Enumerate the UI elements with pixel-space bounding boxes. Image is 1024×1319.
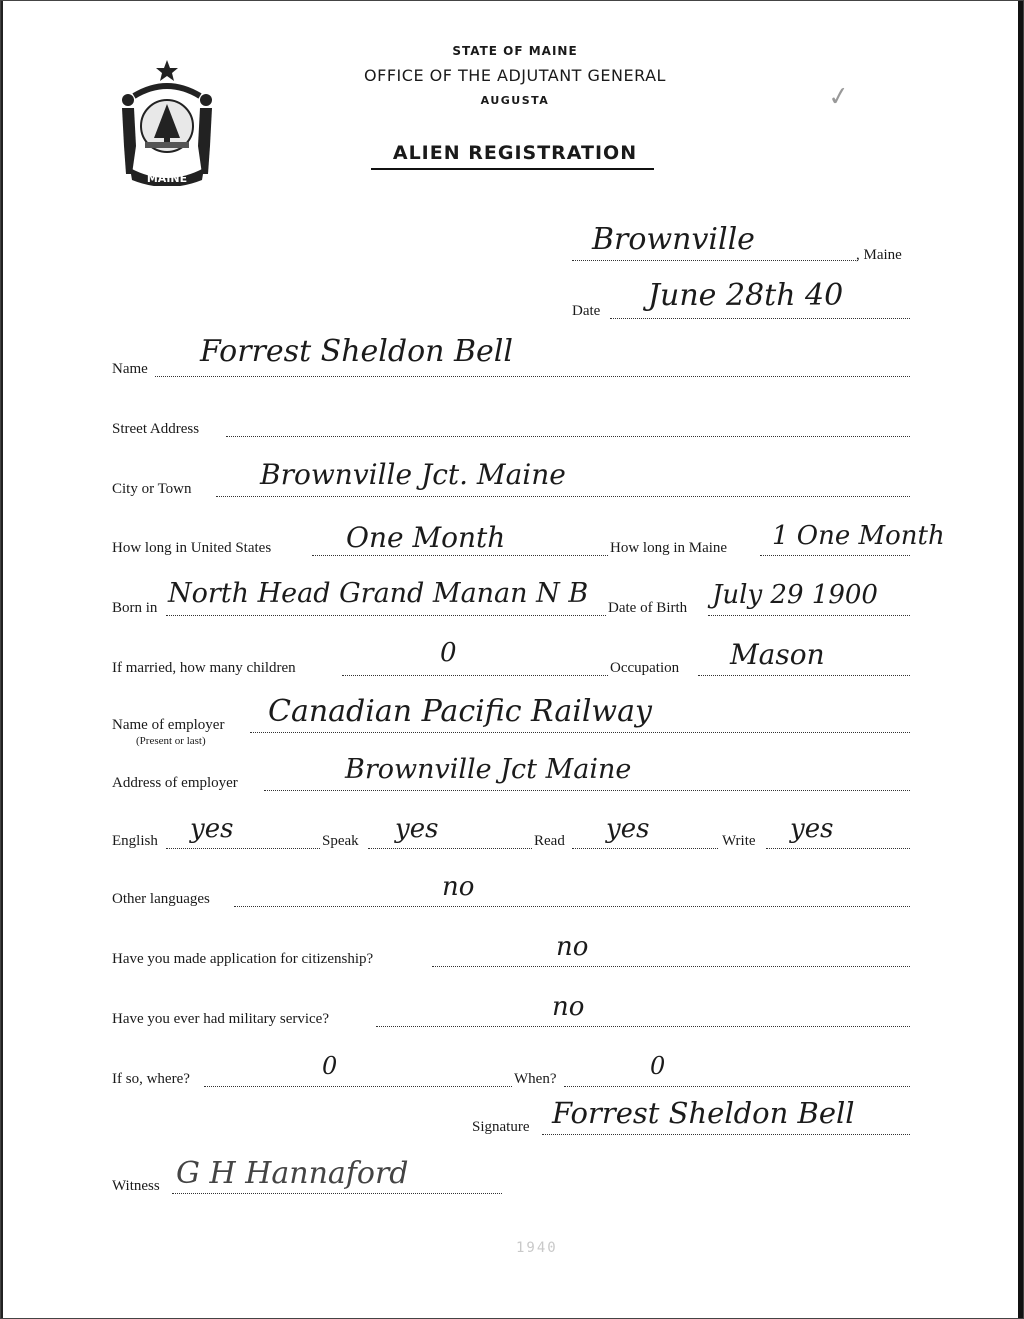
citizenship-field[interactable]: no	[556, 932, 589, 962]
us-duration-dotted-line	[312, 555, 608, 556]
employer-dotted-line	[250, 732, 910, 733]
town-field[interactable]: Brownville	[592, 222, 755, 257]
date-field[interactable]: June 28th 40	[648, 278, 844, 313]
city-field[interactable]: Brownville Jct. Maine	[260, 458, 566, 491]
citizenship-label: Have you made application for citizenship?	[112, 951, 374, 967]
maine-state-seal-icon	[112, 56, 222, 186]
maine-duration-field[interactable]: 1 One Month	[772, 521, 945, 551]
maine-duration-dotted-line	[760, 555, 910, 556]
check-mark-icon: ✓	[826, 80, 852, 114]
signature-dotted-line	[542, 1134, 910, 1135]
read-dotted-line	[572, 848, 718, 849]
children-dotted-line	[342, 675, 608, 676]
service-when-dotted-line	[564, 1086, 910, 1087]
name-field[interactable]: Forrest Sheldon Bell	[200, 334, 513, 369]
date-label: Date	[572, 303, 601, 319]
birth-date-field[interactable]: July 29 1900	[712, 580, 878, 610]
children-label: If married, how many children	[112, 660, 296, 676]
city-heading: AUGUSTA	[480, 94, 550, 107]
witness-dotted-line	[172, 1193, 502, 1194]
read-label: Read	[534, 833, 565, 849]
occupation-dotted-line	[698, 675, 910, 676]
other-languages-field[interactable]: no	[442, 872, 475, 902]
signature-label: Signature	[472, 1119, 530, 1135]
military-label: Have you ever had military service?	[112, 1011, 329, 1027]
service-where-label: If so, where?	[112, 1071, 190, 1087]
scan-edge-right	[1018, 0, 1024, 1319]
occupation-label: Occupation	[610, 660, 680, 676]
town-dotted-line	[572, 260, 858, 261]
birthplace-label: Born in	[112, 600, 158, 616]
scan-edge-left	[0, 0, 3, 1319]
military-dotted-line	[376, 1026, 910, 1027]
citizenship-dotted-line	[432, 966, 910, 967]
us-duration-label: How long in United States	[112, 540, 272, 556]
date-dotted-line	[610, 318, 910, 319]
town-state-label: , Maine	[856, 247, 902, 263]
witness-label: Witness	[112, 1178, 160, 1194]
write-label: Write	[722, 833, 756, 849]
write-dotted-line	[766, 848, 910, 849]
title-underline	[371, 168, 654, 170]
employer-sublabel: (Present or last)	[136, 735, 206, 747]
birthplace-dotted-line	[166, 615, 606, 616]
form-title: ALIEN REGISTRATION	[392, 142, 638, 164]
speak-label: Speak	[322, 833, 359, 849]
occupation-field[interactable]: Mason	[730, 638, 825, 671]
state-heading: STATE OF MAINE	[452, 44, 578, 58]
city-dotted-line	[216, 496, 910, 497]
employer-address-field[interactable]: Brownville Jct Maine	[345, 754, 632, 785]
seal-banner-text: MAINE	[146, 172, 188, 185]
read-field[interactable]: yes	[606, 814, 650, 844]
maine-duration-label: How long in Maine	[610, 540, 728, 556]
military-field[interactable]: no	[552, 992, 585, 1022]
name-label: Name	[112, 361, 148, 377]
service-when-field[interactable]: 0	[650, 1052, 666, 1080]
english-field[interactable]: yes	[190, 814, 234, 844]
other-languages-dotted-line	[234, 906, 910, 907]
employer-label: Name of employer	[112, 717, 225, 733]
street-address-label: Street Address	[112, 421, 200, 437]
birthplace-field[interactable]: North Head Grand Manan N B	[168, 578, 589, 609]
employer-address-label: Address of employer	[112, 775, 238, 791]
service-when-label: When?	[514, 1071, 557, 1087]
birth-date-label: Date of Birth	[608, 600, 688, 616]
english-label: English	[112, 833, 158, 849]
speak-field[interactable]: yes	[395, 814, 439, 844]
us-duration-field[interactable]: One Month	[346, 521, 506, 554]
english-dotted-line	[166, 848, 320, 849]
faded-stamp: 1940	[516, 1240, 558, 1256]
street-address-dotted-line	[226, 436, 910, 437]
children-field[interactable]: 0	[440, 638, 457, 668]
office-heading: OFFICE OF THE ADJUTANT GENERAL	[364, 66, 666, 85]
write-field[interactable]: yes	[790, 814, 834, 844]
other-languages-label: Other languages	[112, 891, 210, 907]
birth-date-dotted-line	[708, 615, 910, 616]
witness-field[interactable]: G H Hannaford	[176, 1156, 409, 1191]
city-label: City or Town	[112, 481, 192, 497]
service-where-field[interactable]: 0	[322, 1052, 338, 1080]
speak-dotted-line	[368, 848, 532, 849]
service-where-dotted-line	[204, 1086, 512, 1087]
employer-field[interactable]: Canadian Pacific Railway	[268, 694, 652, 729]
name-dotted-line	[155, 376, 910, 377]
signature-field[interactable]: Forrest Sheldon Bell	[552, 1096, 855, 1130]
employer-address-dotted-line	[264, 790, 910, 791]
